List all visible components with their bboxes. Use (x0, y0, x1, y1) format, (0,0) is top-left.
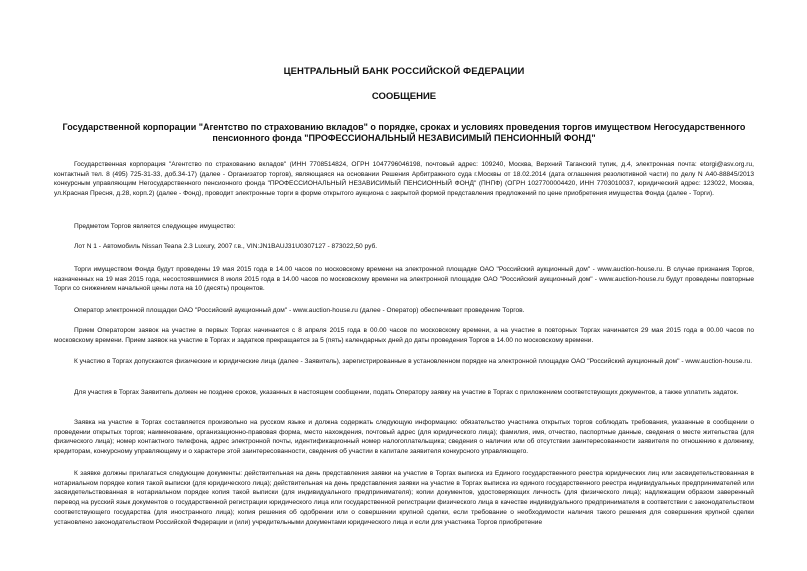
paragraph-application-period: Прием Оператором заявок на участие в первых Торгах начинается с 8 апреля 2015 года в 00.00 часов по московскому времени, а на участие в повторных Торгах начинается 29 мая 2015 года в 00.00 часов по московскому времени. Прием заявок на участие в Торгах и задатков прекращается за 5 (пять) календарных дней до даты проведения Торгов в 14.00 по московскому времени. (54, 327, 754, 344)
paragraph-participants: К участию в Торгах допускаются физические и юридические лица (далее - Заявитель), зарегистрированные в установленном порядке на электронной площадке ОАО "Российский аукционный дом" - www.auction-house.ru. (74, 358, 753, 365)
paragraph-application-documents: К заявке должны прилагаться следующие документы: действительная на день представления заявки на участие в Торгах выписка из Единого государственного реестра юридических лиц или засвидетельствованная в нотариальном порядке копия такой выписки (для юридического лица); действительная на день представления заявки на участие в Торгах выписка из единого государственного реестра индивидуальных предпринимателей или засвидетельствованная в нотариальном порядке копия такой выписки (для индивидуального предпринимателя); копии документов, удостоверяющих личность (для физического лица); надлежащим образом заверенный перевод на русский язык документов о государственной регистрации юридического лица или государственной регистрации физического лица в качестве индивидуального предпринимателя в соответствии с законодательством соответствующего государства (для иностранного лица); копия решения об одобрении или о совершении крупной сделки, если требование о необходимости наличия такого решения для совершения крупной сделки установлено законодательством Российской Федерации и (или) учредительными документами юридического лица и если для участника Торгов приобретение (54, 470, 754, 526)
paragraph-lot: Лот N 1 - Автомобиль Nissan Teana 2.3 Luxury, 2007 г.в., VIN:JN1BAUJ31U0307127 - 873022,50 руб. (74, 243, 378, 250)
paragraph-participation: Для участия в Торгах Заявитель должен не позднее сроков, указанных в настоящем сообщении, подать Оператору заявку на участие в Торгах с приложением соответствующих документов, а также уплатить задаток. (74, 389, 739, 396)
document-issuer-heading: ЦЕНТРАЛЬНЫЙ БАНК РОССИЙСКОЙ ФЕДЕРАЦИИ (283, 66, 525, 77)
paragraph-auction-date: Торги имуществом Фонда будут проведены 19 мая 2015 года в 14.00 часов по московскому времени на электронной площадке ОАО "Российский аукционный дом" - www.auction-house.ru. В случае признания Торгов, назначенных на 19 мая 2015 года, несостоявшимися 8 июля 2015 года в 14.00 часов по московскому времени на электронной площадке ОАО "Российский аукционный дом" - www.auction-house.ru будут проведены повторные Торги со снижением начальной цены лота на 10 (десять) процентов. (54, 266, 754, 293)
document-type-heading: СООБЩЕНИЕ (371, 91, 437, 102)
document-subject-heading: Государственной корпорации "Агентство по страхованию вкладов" о порядке, сроках и условиях проведения торгов имуществом Негосударственного пенсионного фонда "ПРОФЕССИОНАЛЬНЫЙ НЕЗАВИСИМЫЙ ПЕНСИОННЫЙ ФОНД" (62, 122, 746, 143)
paragraph-application-content: Заявка на участие в Торгах составляется произвольно на русском языке и должна содержать следующую информацию: обязательство участника открытых торгов соблюдать требования, указанные в сообщении о проведении открытых торгов; наименование, организационно-правовая форма, место нахождения, почтовый адрес (для юридического лица); фамилия, имя, отчество, паспортные данные, сведения о месте жительства (для физического лица); номер контактного телефона, адрес электронной почты, идентификационный номер налогоплательщика; сведения о наличии или об отсутствии заинтересованности заявителя по отношению к должнику, кредиторам, конкурсному управляющему и о характере этой заинтересованности, сведения об участии в капитале заявителя конкурсного управляющего. (54, 419, 754, 456)
paragraph-subject-intro: Предметом Торгов является следующее имущество: (74, 223, 236, 230)
paragraph-operator: Оператор электронной площадки ОАО "Российский аукционный дом" - www.auction-house.ru (далее - Оператор) обеспечивает проведение Торгов. (74, 307, 525, 314)
paragraph-organizer: Государственная корпорация "Агентство по страхованию вкладов" (ИНН 7708514824, ОГРН 1047796046198, почтовый адрес: 109240, Москва, Верхний Таганский тупик, д.4, электронная почта: etorgi@asv.org.ru, контактный тел. 8 (495) 725-31-33, доб.34-17) (далее - Организатор торгов), являющаяся на основании Решения Арбитражного суда г.Москвы от 18.02.2014 (дата оглашения резолютивной части) по делу N А40-88845/2013 конкурсным управляющим Негосударственного пенсионного фонда "ПРОФЕССИОНАЛЬНЫЙ НЕЗАВИСИМЫЙ ПЕНСИОННЫЙ ФОНД" (ПНПФ) (ОГРН 1027700004420, ИНН 7703010037, юридический адрес: 123022, Москва, ул.Красная Пресня, д.28, корп.2) (далее - Фонд), проводит электронные торги в форме открытого аукциона с закрытой формой представления предложений по цене приобретения имущества Фонда (далее - Торги). (54, 161, 754, 198)
